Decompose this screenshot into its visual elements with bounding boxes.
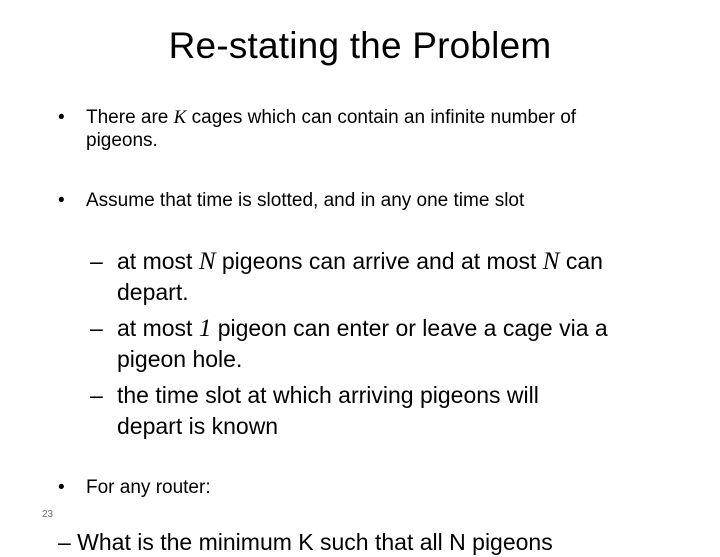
dash-icon: – [90, 382, 103, 408]
sub-bullet-text-segment: the time slot at which arriving pigeons will [117, 382, 539, 408]
sub-bullet-text [117, 313, 677, 375]
sub-bullet-text [117, 380, 677, 442]
bullet-text-segment: cages which can contain an infinite number of [186, 107, 577, 128]
sub-bullet-text-segment: pigeons can arrive and at most [215, 248, 543, 274]
sub-bullet-text-segment: at most [117, 248, 199, 274]
bullet-dot-icon: • [58, 477, 65, 498]
dash-icon: – [90, 315, 103, 341]
variable-n: N [198, 248, 216, 275]
sub-bullet-text-segment: at most [117, 315, 199, 341]
sub-bullet-text-segment: pigeon can enter or leave a cage via a [211, 315, 608, 341]
bullet-text: Assume that time is slotted, and in any one time slot [86, 190, 525, 211]
slide-title: Re-stating the Problem [168, 25, 552, 66]
variable-n: N [542, 248, 560, 275]
bullet-dot-icon: • [58, 190, 65, 211]
slide-number: 23 [42, 509, 54, 520]
bullet-text-segment: There are [86, 107, 174, 128]
variable-one: 1 [198, 315, 212, 342]
sub-bullet-text [117, 246, 677, 308]
bullet-dot-icon: • [58, 107, 65, 128]
dash-icon: – [90, 248, 103, 274]
sub-bullet-text-segment: depart. [117, 279, 189, 305]
bullet-text-segment: pigeons. [86, 130, 158, 151]
cut-off-sub-bullet: – What is the minimum K such that all N pigeons [58, 529, 553, 555]
bullet-text: For any router: [86, 477, 211, 498]
sub-bullet-text-segment: depart is known [117, 413, 279, 439]
sub-bullet-text-segment: can [559, 248, 603, 274]
bullet-text [86, 106, 686, 152]
sub-bullet-text-segment: pigeon hole. [117, 346, 243, 372]
variable-k: K [173, 107, 187, 128]
